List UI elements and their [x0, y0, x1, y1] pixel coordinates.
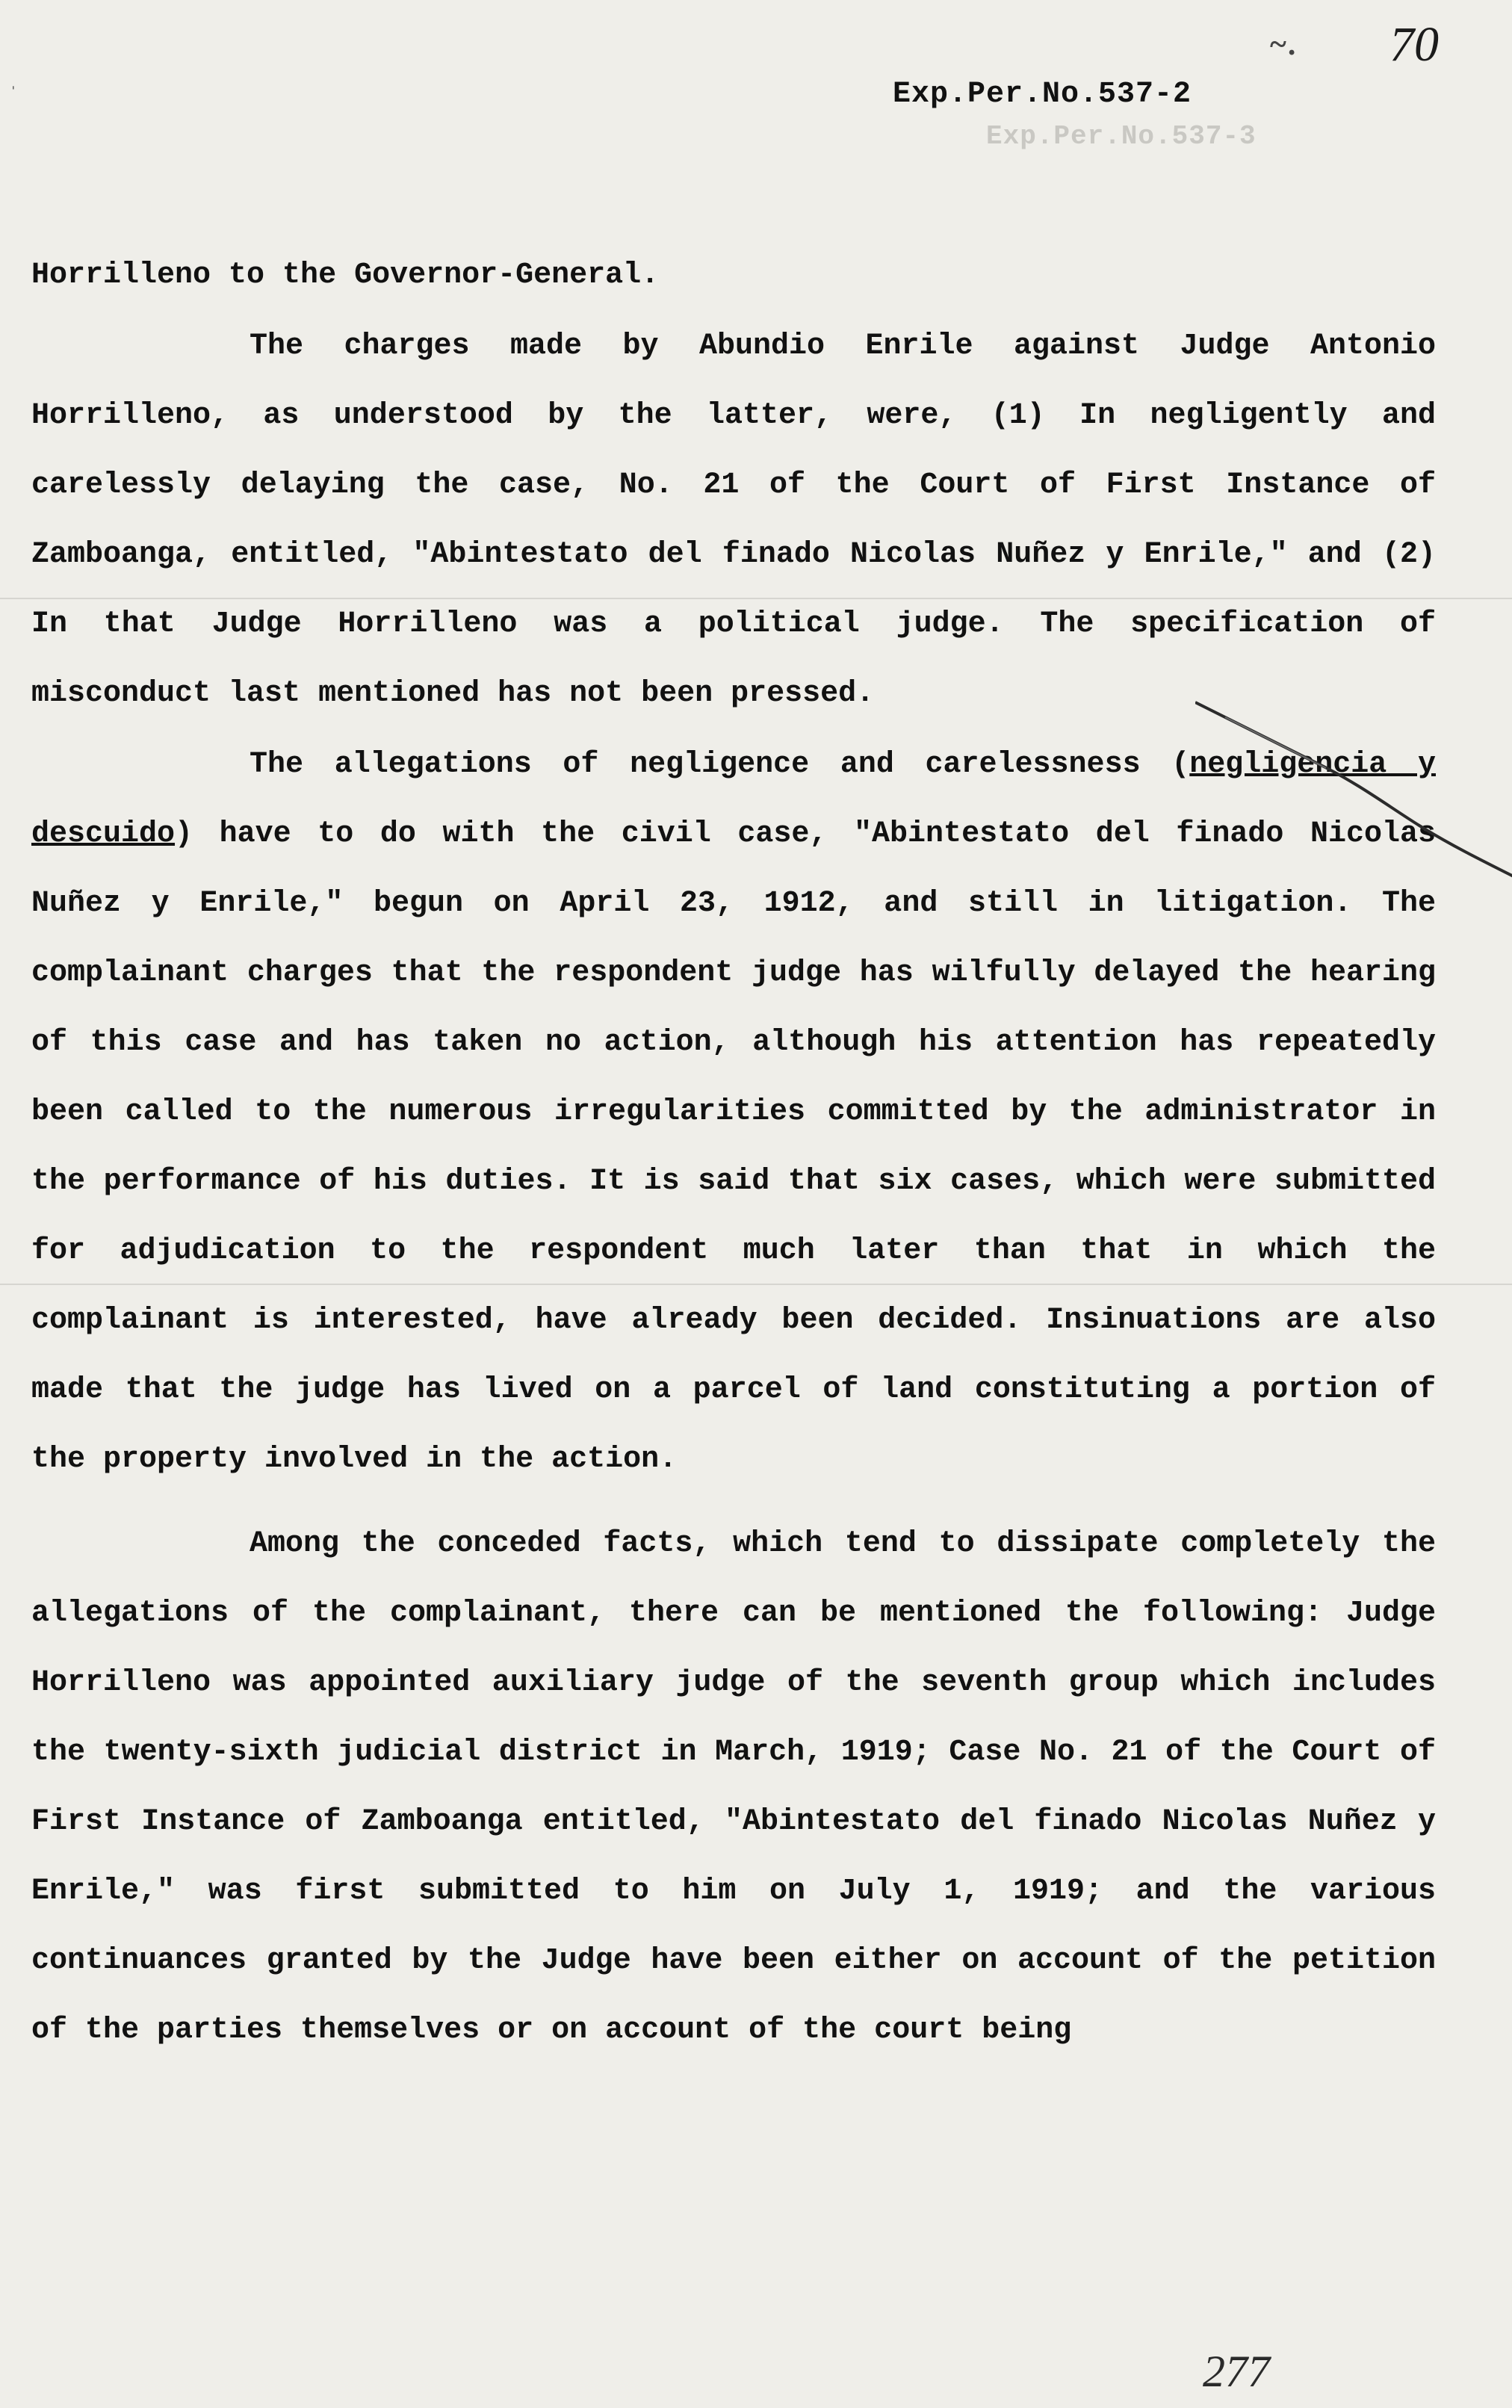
allegations-text-after: ) have to do with the civil case, "Abintestato del finado Nicolas Nuñez y Enrile," begun on April 23, 1912, and still in litigation. The complainant charges that the respondent judge has wilfully delayed the hearing of this case and has taken no action, although his attention has repeatedly been called to the numerous irregularities committed by the administrator in the performance of his duties. It is said that six cases, which were submitted for adjudication to the respondent much later than that in which the complainant is interested, have already been decided. Insinuations are also made that the judge has lived on a parcel of land constituting a portion of the property involved in the action.: [31, 817, 1436, 1476]
underlined-spanish-phrase: negligencia y descuido: [31, 748, 1436, 851]
body-text: [31, 241, 1436, 2065]
page-number: 70: [1389, 17, 1439, 72]
file-reference-bleed-through: Exp.Per.No.537-3: [986, 121, 1257, 152]
paragraph-allegations: [31, 730, 1436, 1494]
handwritten-mark: 277: [1203, 2347, 1270, 2396]
allegations-text-before: The allegations of negligence and carelessness (: [250, 748, 1190, 781]
margin-tick: ˈ: [7, 84, 19, 106]
paragraph-conceded-facts: Among the conceded facts, which tend to dissipate completely the allegations of the complainant, there can be mentioned the following: Judge Horrilleno was appointed auxiliary judge of the seventh group which includes the twenty-sixth judicial district in March, 1919; Case No. 21 of the Court of First Instance of Zamboanga entitled, "Abintestato del finado Nicolas Nuñez y Enrile," was first submitted to him on July 1, 1919; and the various continuances granted by the Judge have been either on account of the petition of the parties themselves or on account of the court being: [31, 1527, 1436, 2047]
paragraph-charges: The charges made by Abundio Enrile against Judge Antonio Horrilleno, as understood by the latter, were, (1) In negligently and carelessly delaying the case, No. 21 of the Court of First Instance of Zamboanga, entitled, "Abintestato del finado Nicolas Nuñez y Enrile," and (2) In that Judge Horrilleno was a political judge. The specification of misconduct last mentioned has not been pressed.: [31, 329, 1436, 711]
page-scribble: ~.: [1270, 28, 1298, 62]
file-reference: Exp.Per.No.537-2: [893, 78, 1192, 111]
paragraph-opening-line: Horrilleno to the Governor-General.: [31, 259, 660, 292]
